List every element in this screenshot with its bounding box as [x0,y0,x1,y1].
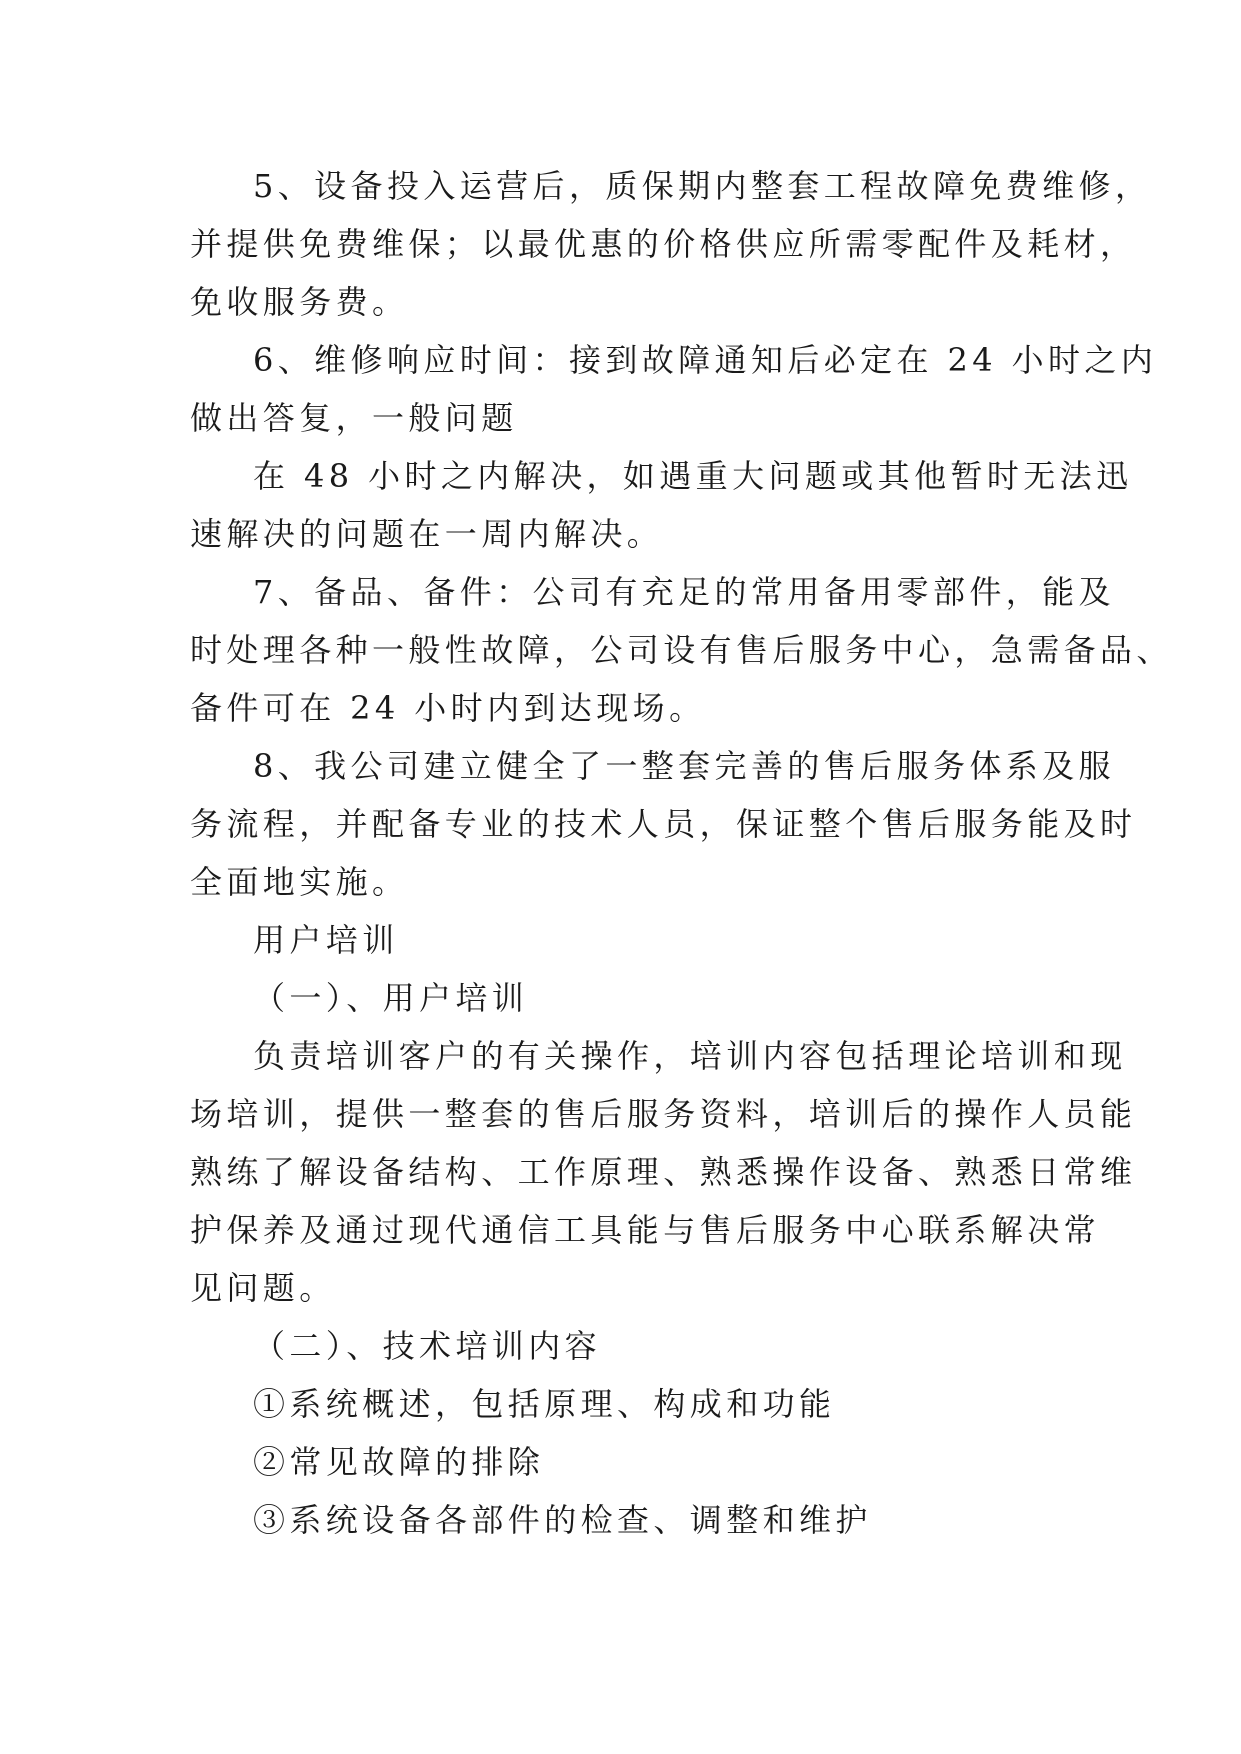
training-paragraph-line-1: 负责培训客户的有关操作，培训内容包括理论培训和现 [253,1037,1127,1075]
paragraph-7-line-3: 备件可在 24 小时内到达现场。 [190,689,706,727]
paragraph-8-line-1: 8、我公司建立健全了一整套完善的售后服务体系及服 [253,747,1115,785]
section-heading-user-training: 用户培训 [253,921,399,959]
paragraph-8-line-3: 全面地实施。 [190,863,409,901]
subsection-heading-2: （二）、技术培训内容 [253,1327,602,1365]
list-item-2: ②常见故障的排除 [253,1443,545,1481]
paragraph-6-line-1: 6、维修响应时间：接到故障通知后必定在 24 小时之内 [253,341,1158,379]
subsection-heading-1: （一）、用户培训 [253,979,529,1017]
list-item-1: ①系统概述，包括原理、构成和功能 [253,1385,836,1423]
paragraph-6-line-2: 做出答复，一般问题 [190,399,518,437]
training-paragraph-line-5: 见问题。 [190,1269,336,1307]
training-paragraph-line-4: 护保养及通过现代通信工具能与售后服务中心联系解决常 [190,1211,1101,1249]
paragraph-5-line-3: 免收服务费。 [190,283,409,321]
training-paragraph-line-2: 场培训，提供一整套的售后服务资料，培训后的操作人员能 [190,1095,1137,1133]
paragraph-7-line-1: 7、备品、备件：公司有充足的常用备用零部件，能及 [253,573,1115,611]
paragraph-5-line-1: 5、设备投入运营后，质保期内整套工程故障免费维修， [253,167,1152,205]
paragraph-7-line-2: 时处理各种一般性故障，公司设有售后服务中心，急需备品、 [190,631,1173,669]
paragraph-6-line-3: 在 48 小时之内解决，如遇重大问题或其他暂时无法迅 [253,457,1133,495]
paragraph-6-line-4: 速解决的问题在一周内解决。 [190,515,664,553]
list-item-3: ③系统设备各部件的检查、调整和维护 [253,1501,872,1539]
paragraph-5-line-2: 并提供免费维保；以最优惠的价格供应所需零配件及耗材， [190,225,1137,263]
paragraph-8-line-2: 务流程，并配备专业的技术人员，保证整个售后服务能及时 [190,805,1137,843]
training-paragraph-line-3: 熟练了解设备结构、工作原理、熟悉操作设备、熟悉日常维 [190,1153,1137,1191]
